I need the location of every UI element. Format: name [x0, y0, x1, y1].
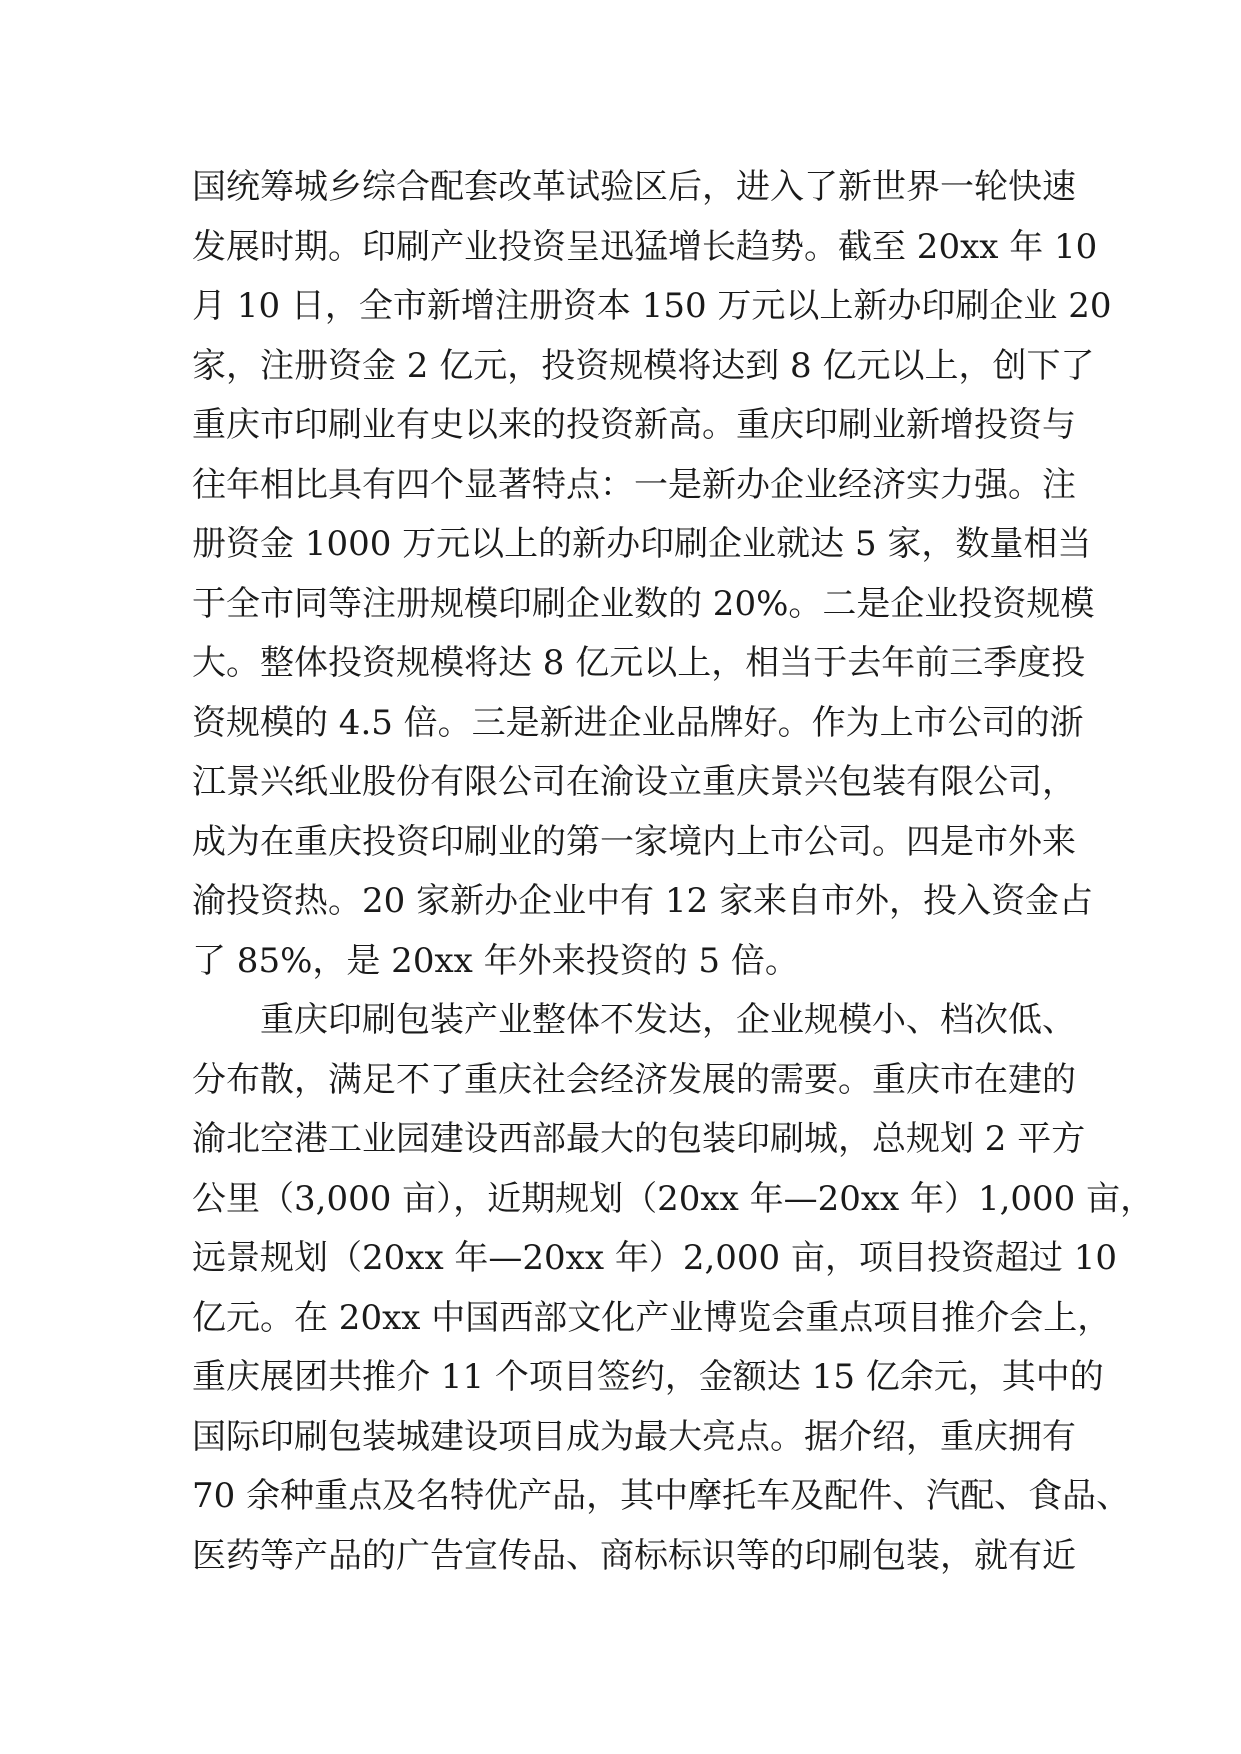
- text-line: 家，注册资金 2 亿元，投资规模将达到 8 亿元以上，创下了: [192, 345, 1095, 386]
- text-line: 重庆展团共推介 11 个项目签约，金额达 15 亿余元，其中的: [192, 1357, 1104, 1397]
- text-line: 发展时期。印刷产业投资呈迅猛增长趋势。截至 20xx 年 10: [192, 226, 1098, 267]
- paragraph-1: [192, 158, 1112, 991]
- text-line: 远景规划（20xx 年—20xx 年）2,000 亩，项目投资超过 10: [192, 1238, 1118, 1278]
- text-line: 了 85%，是 20xx 年外来投资的 5 倍。: [192, 940, 799, 981]
- text-line: 渝北空港工业园建设西部最大的包装印刷城，总规划 2 平方: [192, 1119, 1086, 1159]
- text-line: 重庆印刷包装产业整体不发达，企业规模小、档次低、: [260, 1000, 1076, 1040]
- text-line: 于全市同等注册规模印刷企业数的 20%。二是企业投资规模: [192, 583, 1095, 624]
- text-line: 国际印刷包装城建设项目成为最大亮点。据介绍，重庆拥有: [192, 1416, 1076, 1457]
- text-line: 重庆市印刷业有史以来的投资新高。重庆印刷业新增投资与: [192, 405, 1076, 445]
- text-line: 国统筹城乡综合配套改革试验区后，进入了新世界一轮快速: [192, 167, 1076, 207]
- text-line: 公里（3,000 亩），近期规划（20xx 年—20xx 年）1,000 亩，: [192, 1178, 1155, 1219]
- text-line: 渝投资热。20 家新办企业中有 12 家来自市外，投入资金占: [192, 881, 1093, 921]
- paragraph-2: [192, 991, 1155, 1586]
- text-line: 医药等产品的广告宣传品、商标标识等的印刷包装，就有近: [192, 1535, 1076, 1576]
- text-line: 册资金 1000 万元以上的新办印刷企业就达 5 家，数量相当: [192, 524, 1092, 564]
- text-line: 大。整体投资规模将达 8 亿元以上，相当于去年前三季度投: [192, 643, 1086, 683]
- text-line: 成为在重庆投资印刷业的第一家境内上市公司。四是市外来: [192, 821, 1076, 862]
- text-line: 亿元。在 20xx 中国西部文化产业博览会重点项目推介会上，: [192, 1297, 1112, 1338]
- text-line: 70 余种重点及名特优产品，其中摩托车及配件、汽配、食品、: [192, 1476, 1131, 1516]
- text-line: 分布散，满足不了重庆社会经济发展的需要。重庆市在建的: [192, 1059, 1076, 1100]
- document-body: [192, 158, 1155, 1586]
- text-line: 往年相比具有四个显著特点：一是新办企业经济实力强。注: [192, 464, 1076, 505]
- text-line: 资规模的 4.5 倍。三是新进企业品牌好。作为上市公司的浙: [192, 702, 1084, 743]
- text-line: 江景兴纸业股份有限公司在渝设立重庆景兴包装有限公司，: [192, 762, 1076, 802]
- text-line: 月 10 日，全市新增注册资本 150 万元以上新办印刷企业 20: [192, 286, 1112, 326]
